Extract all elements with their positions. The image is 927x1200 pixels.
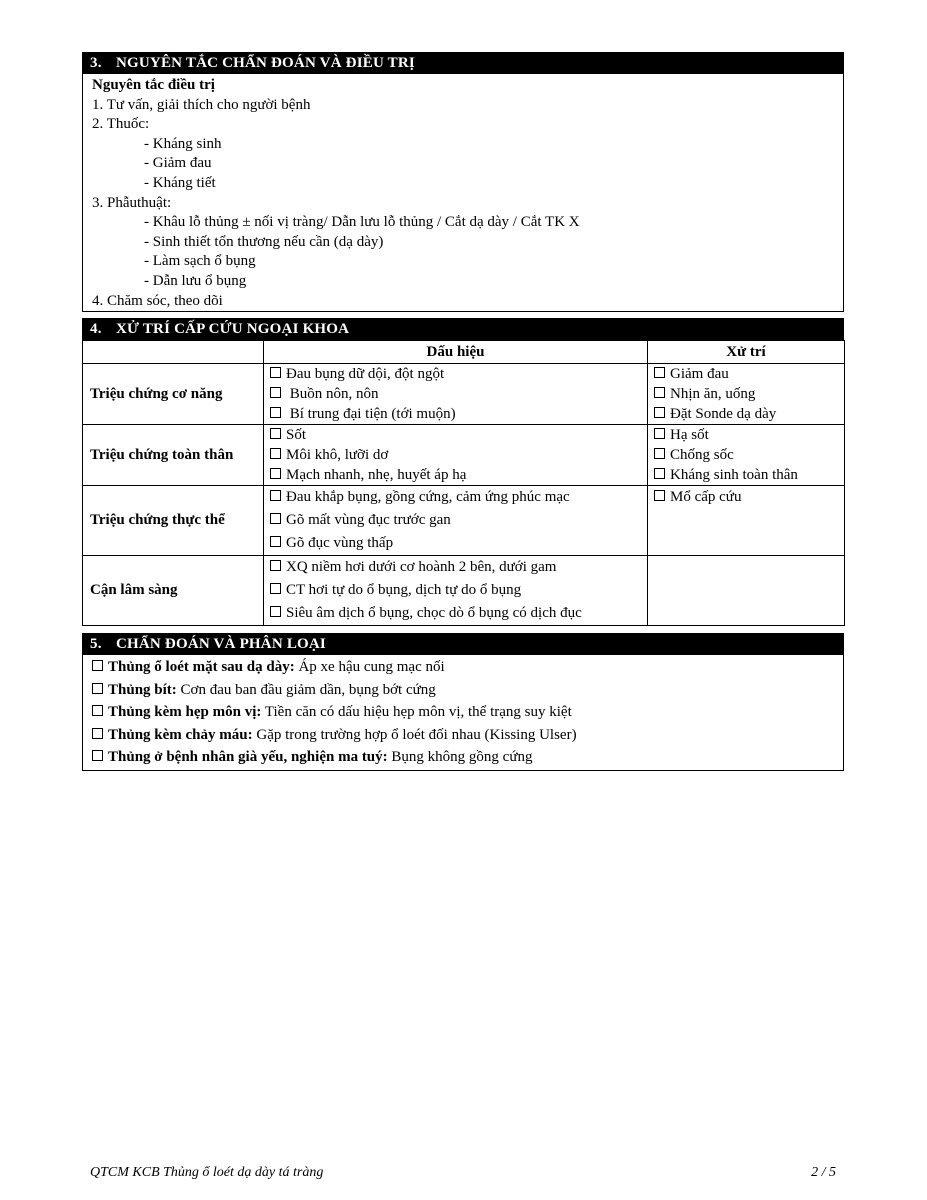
treatment-item — [654, 404, 838, 424]
treatment-text: Giảm đau — [670, 366, 729, 382]
sign-item — [270, 445, 641, 465]
treatment-text: Mổ cấp cứu — [670, 489, 742, 505]
classification-desc: Gặp trong trường hợp ổ loét đối nhau (Kissing Ulser) — [252, 726, 577, 743]
checkbox-icon[interactable] — [270, 407, 281, 418]
checkbox-icon[interactable] — [270, 560, 281, 571]
table-row — [83, 425, 845, 486]
section-4-header — [82, 318, 844, 340]
section-3-title: NGUYÊN TẮC CHẨN ĐOÁN VÀ ĐIỀU TRỊ — [116, 55, 415, 71]
classification-term: Thủng kèm chảy máu: — [108, 726, 253, 743]
classification-item — [92, 656, 834, 679]
sign-item — [270, 602, 641, 625]
checkbox-icon[interactable] — [654, 448, 665, 459]
treatment-text: Chống sốc — [670, 447, 734, 463]
classification-item — [92, 724, 834, 747]
sign-text: CT hơi tự do ổ bụng, dịch tự do ổ bụng — [286, 582, 522, 598]
checkbox-icon[interactable] — [270, 468, 281, 479]
sign-text: Buồn nôn, nôn — [286, 386, 379, 402]
checkbox-icon[interactable] — [270, 490, 281, 501]
classification-term: Thủng bít: — [108, 681, 177, 698]
treatment-cell — [648, 364, 845, 425]
checkbox-icon[interactable] — [270, 536, 281, 547]
sign-item — [270, 532, 641, 555]
row-label: Triệu chứng cơ năng — [83, 364, 264, 425]
sign-item — [270, 509, 641, 532]
list-item: - Kháng sinh — [144, 135, 222, 152]
checkbox-icon[interactable] — [270, 448, 281, 459]
list-item: - Dẫn lưu ổ bụng — [144, 272, 247, 289]
header-treatment: Xử trí — [648, 341, 845, 364]
list-item: 2. Thuốc: — [92, 116, 150, 133]
sign-item — [270, 384, 641, 404]
checkbox-icon[interactable] — [270, 387, 281, 398]
list-item: - Kháng tiết — [144, 174, 216, 191]
treatment-item — [654, 465, 838, 485]
checkbox-icon[interactable] — [270, 583, 281, 594]
row-label: Triệu chứng thực thể — [83, 486, 264, 556]
sign-text: Môi khô, lưỡi dơ — [286, 447, 389, 463]
sign-text: Gõ mất vùng đục trước gan — [286, 512, 451, 528]
classification-desc: Tiền căn có dấu hiệu hẹp môn vị, thể trạng suy kiệt — [261, 704, 572, 720]
signs-cell — [264, 364, 648, 425]
row-label: Cận lâm sàng — [83, 556, 264, 626]
checkbox-icon[interactable] — [654, 407, 665, 418]
header-empty — [83, 341, 264, 364]
classification-term: Thủng ổ loét mặt sau dạ dày: — [108, 659, 295, 675]
classification-item — [92, 701, 834, 724]
header-signs: Dấu hiệu — [264, 341, 648, 364]
list-item: - Làm sạch ổ bụng — [144, 253, 256, 270]
treatment-cell — [648, 486, 845, 556]
sign-item — [270, 465, 641, 485]
classification-item — [92, 679, 834, 702]
checkbox-icon[interactable] — [270, 428, 281, 439]
treatment-text: Nhịn ăn, uống — [670, 386, 756, 402]
treatment-item — [654, 445, 838, 465]
checkbox-icon[interactable] — [270, 606, 281, 617]
sign-item — [270, 486, 641, 509]
checkbox-icon[interactable] — [270, 513, 281, 524]
list-item: 1. Tư vấn, giải thích cho người bệnh — [92, 96, 311, 113]
section-4-number: 4. — [90, 321, 102, 337]
checkbox-icon[interactable] — [92, 683, 103, 694]
treatment-text: Hạ sốt — [670, 427, 709, 443]
section-3-header — [82, 52, 844, 74]
checkbox-icon[interactable] — [654, 387, 665, 398]
table-header-row — [83, 341, 845, 364]
classification-term: Thủng kèm hẹp môn vị: — [108, 704, 262, 720]
section-5-header — [82, 633, 844, 655]
subsection-heading: Nguyên tắc điều trị — [92, 77, 215, 93]
footer-document-title: QTCM KCB Thủng ổ loét dạ dày tá tràng — [90, 1165, 324, 1180]
sign-text: Siêu âm dịch ổ bụng, chọc dò ổ bụng có dịch đục — [286, 605, 582, 621]
signs-cell — [264, 425, 648, 486]
sign-text: Mạch nhanh, nhẹ, huyết áp hạ — [286, 467, 467, 483]
section-5-number: 5. — [90, 636, 102, 652]
sign-text: Bí trung đại tiện (tới muộn) — [286, 406, 456, 422]
list-item: - Giảm đau — [144, 155, 212, 172]
signs-cell — [264, 556, 648, 626]
table-row — [83, 486, 845, 556]
table-row — [83, 556, 845, 626]
treatment-text: Đặt Sonde dạ dày — [670, 406, 777, 422]
sign-text: Gõ đục vùng thấp — [286, 535, 394, 551]
row-label: Triệu chứng toàn thân — [83, 425, 264, 486]
checkbox-icon[interactable] — [92, 750, 103, 761]
sign-text: Sốt — [286, 427, 307, 443]
page-footer — [90, 1165, 836, 1181]
section-5-title: CHẨN ĐOÁN VÀ PHÂN LOẠI — [116, 636, 326, 652]
list-item: - Sinh thiết tổn thương nếu cần (dạ dày) — [144, 233, 384, 250]
sign-item — [270, 425, 641, 445]
classification-item — [92, 746, 834, 769]
sign-text: Đau khắp bụng, gồng cứng, cảm ứng phúc mạc — [286, 489, 570, 505]
treatment-item — [654, 486, 838, 509]
treatment-cell — [648, 556, 845, 626]
list-item: 4. Chăm sóc, theo dõi — [92, 292, 223, 309]
classification-desc: Cơn đau ban đầu giảm dần, bụng bớt cứng — [176, 681, 436, 698]
sign-item — [270, 556, 641, 579]
sign-text: XQ niềm hơi dưới cơ hoành 2 bên, dưới gam — [286, 559, 557, 575]
emergency-table — [82, 340, 845, 626]
section-3-number: 3. — [90, 55, 102, 71]
table-row — [83, 364, 845, 425]
list-item: 3. Phẫuthuật: — [92, 194, 172, 211]
section-3 — [82, 52, 844, 312]
checkbox-icon[interactable] — [654, 367, 665, 378]
section-5-body — [82, 655, 844, 771]
checkbox-icon[interactable] — [270, 367, 281, 378]
checkbox-icon[interactable] — [654, 468, 665, 479]
section-4 — [82, 318, 844, 626]
signs-cell — [264, 486, 648, 556]
treatment-item — [654, 364, 838, 384]
footer-page-number: 2 / 5 — [811, 1165, 836, 1180]
classification-desc: Áp xe hậu cung mạc nối — [294, 659, 445, 675]
list-item: - Khâu lỗ thủng ± nối vị tràng/ Dẫn lưu lỗ thủng / Cắt dạ dày / Cắt TK X — [144, 214, 580, 231]
section-3-body — [82, 74, 844, 312]
checkbox-icon[interactable] — [92, 728, 103, 739]
checkbox-icon[interactable] — [92, 705, 103, 716]
classification-term: Thủng ở bệnh nhân già yếu, nghiện ma tuý: — [108, 749, 388, 765]
sign-item — [270, 579, 641, 602]
section-5 — [82, 633, 844, 771]
checkbox-icon[interactable] — [654, 428, 665, 439]
treatment-item — [654, 384, 838, 404]
checkbox-icon[interactable] — [92, 660, 103, 671]
section-4-title: XỬ TRÍ CẤP CỨU NGOẠI KHOA — [116, 321, 350, 337]
checkbox-icon[interactable] — [654, 490, 665, 501]
treatment-cell — [648, 425, 845, 486]
treatment-item — [654, 425, 838, 445]
classification-desc: Bụng không gồng cứng — [387, 749, 533, 765]
sign-text: Đau bụng dữ dội, đột ngột — [286, 366, 445, 382]
sign-item — [270, 404, 641, 424]
sign-item — [270, 364, 641, 384]
treatment-text: Kháng sinh toàn thân — [670, 467, 798, 483]
